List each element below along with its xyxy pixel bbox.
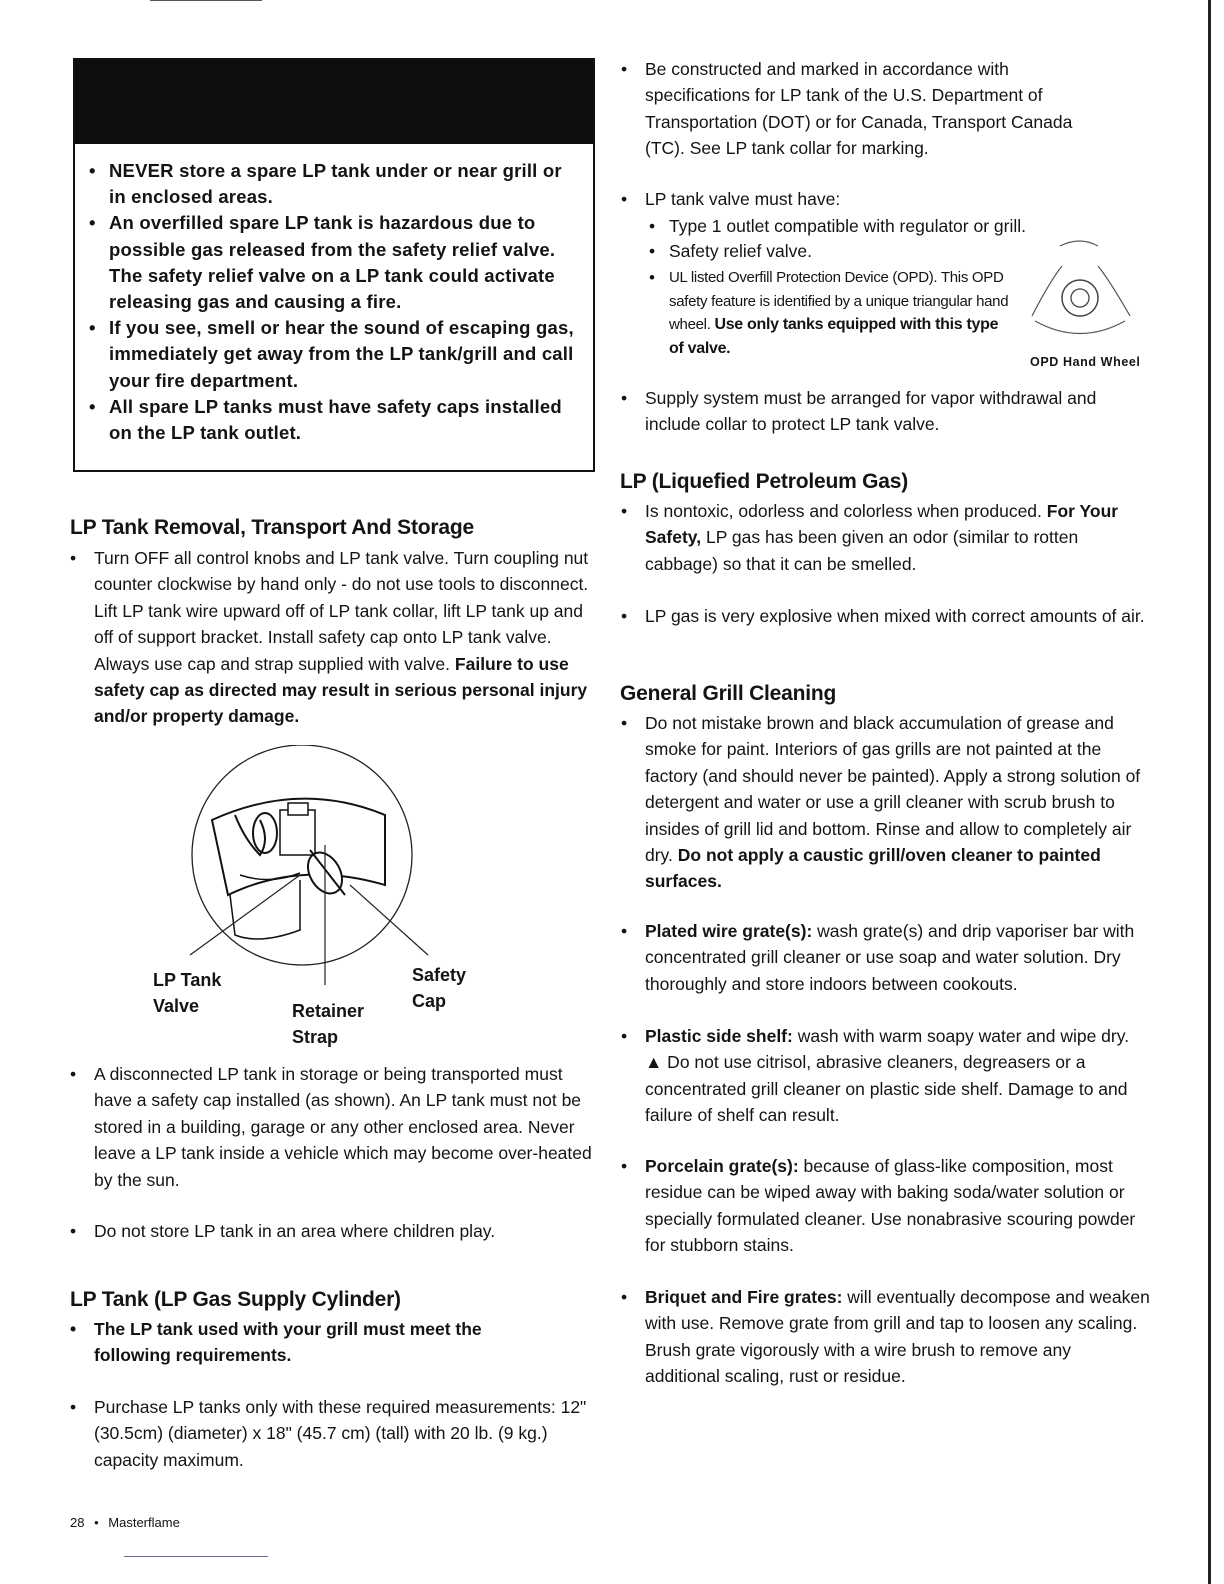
cleaning-item-plastic <box>621 1023 1150 1129</box>
plastic-label: Plastic side shelf: <box>645 1026 793 1046</box>
bullet: • <box>649 216 656 236</box>
warning-list <box>75 158 593 446</box>
page-edge <box>1208 0 1211 1584</box>
lpgas-text: LP gas is very explosive when mixed with correct amounts of air. <box>645 606 1145 626</box>
lpgas-item <box>621 498 1150 577</box>
children-text: Do not store LP tank in an area where children play. <box>94 1221 496 1241</box>
warning-header-bar <box>75 60 593 144</box>
supply-paragraph <box>621 385 1145 438</box>
lpgas-item <box>621 603 1150 629</box>
bullet: • <box>621 1026 628 1046</box>
removal-text: Turn OFF all control knobs and LP tank valve. Turn coupling nut counter clockwise by hand only - do not use tools to disconnect. Lift LP tank wire upward off of LP tank collar, lift LP tank up and off of support bracket. Install safety cap onto LP tank valve. Always use cap and strap supplied with valve. <box>94 548 589 674</box>
valve-item-text: Safety relief valve. <box>669 241 812 261</box>
bullet: • <box>621 713 628 733</box>
warning-item: • If you see, smell or hear the sound of escaping gas, immediately get away from the LP tank/grill and call your fire department. <box>83 315 579 394</box>
storage-text: A disconnected LP tank in storage or being transported must have a safety cap installed (as shown). An LP tank must not be stored in a building, garage or any other enclosed area. Never leave a LP tank inside a vehicle which may become over-heated by the sun. <box>94 1064 592 1190</box>
valve-item <box>649 239 1009 264</box>
bullet: • <box>621 606 628 626</box>
removal-warning-text: Failure to use safety cap as directed may result in serious personal injury and/or property damage. <box>94 653 588 727</box>
constructed-paragraph <box>621 56 1115 162</box>
bullet: • <box>70 1319 77 1339</box>
lpgas-heading: LP (Liquefied Petroleum Gas) <box>620 470 909 493</box>
opd-text: UL listed Overfill Protection Device (OPD). This OPD safety feature is identified by a unique triangular hand wheel. <box>669 269 1009 333</box>
bullet: • <box>649 241 656 261</box>
footer-separator: • <box>94 1515 99 1530</box>
warning-item: • NEVER store a spare LP tank under or near grill or in enclosed areas. <box>83 158 579 210</box>
measurements-paragraph <box>70 1394 600 1473</box>
figure-label-strap: Retainer Strap <box>292 1001 365 1047</box>
brand-name: Masterflame <box>108 1515 180 1530</box>
bullet: • <box>621 189 628 209</box>
cleaning-text: Do not mistake brown and black accumulation of grease and smoke for paint. Interiors of gas grills are not painted at the factory (and should never be painted). Apply a strong solution of detergent and water or use a grill cleaner with scrub brush to insides of grill lid and bottom. Rinse and allow to completely air dry. <box>645 713 1141 866</box>
porcelain-label: Porcelain grate(s): <box>645 1156 799 1176</box>
warning-item: • An overfilled spare LP tank is hazardous due to possible gas released from the safety relief valve. The safety relief valve on a LP tank could activate releasing gas and causing a fire. <box>83 210 579 315</box>
bullet: • <box>621 388 628 408</box>
page-footer <box>70 1515 180 1530</box>
cylinder-heading: LP Tank (LP Gas Supply Cylinder) <box>70 1288 401 1311</box>
bullet: • <box>621 921 628 941</box>
top-scan-mark <box>150 0 262 1</box>
children-paragraph <box>70 1218 600 1244</box>
valve-intro-text: LP tank valve must have: <box>645 189 841 209</box>
valve-intro <box>621 186 1115 212</box>
opd-caption: OPD Hand Wheel <box>1030 355 1141 369</box>
supply-text: Supply system must be arranged for vapor withdrawal and include collar to protect LP tank valve. <box>645 388 1097 435</box>
figure-label-cap: Safety Cap <box>412 965 467 1011</box>
bullet: • <box>621 501 628 521</box>
plastic-text: wash with warm soapy water and wipe dry. ▲ Do not use citrisol, abrasive cleaners, degreasers or a concentrated grill cleaner on plastic side shelf. Damage to and failure of shelf can result. <box>645 1026 1130 1126</box>
figure-label-valve: LP Tank Valve <box>153 970 222 1016</box>
plated-text: wash grate(s) and drip vaporiser bar with concentrated grill cleaner or use soap and water solution. Dry thoroughly and store indoors between cookouts. <box>645 921 1135 994</box>
bullet: • <box>70 1221 77 1241</box>
lpgas-text: LP gas has been given an odor (similar to rotten cabbage) so that it can be smelled. <box>645 527 1079 574</box>
cleaning-item-plated <box>621 918 1150 997</box>
bullet: • <box>649 268 655 287</box>
bullet: • <box>70 1397 77 1417</box>
bullet: • <box>621 59 628 79</box>
opd-item <box>649 266 1009 360</box>
constructed-text: Be constructed and marked in accordance with specifications for LP tank of the U.S. Department of Transportation (DOT) or for Canada, Transport Canada (TC). See LP tank collar for marking. <box>645 59 1073 159</box>
bullet: • <box>70 548 77 568</box>
opd-hand-wheel-icon <box>1010 226 1150 356</box>
cleaning-item-porcelain <box>621 1153 1150 1259</box>
bullet: • <box>621 1156 628 1176</box>
briquet-label: Briquet and Fire grates: <box>645 1287 843 1307</box>
opd-warning-text: Use only tanks equipped with this type of valve. <box>669 316 999 357</box>
storage-paragraph <box>70 1061 600 1193</box>
removal-paragraph <box>70 545 600 730</box>
cleaning-item <box>621 710 1150 895</box>
briquet-text: will eventually decompose and weaken with use. Remove grate from grill and tap to loosen any scaling. Brush grate vigorously with a wire brush to remove any additional scaling, rust or residue. <box>645 1287 1150 1387</box>
lpgas-safety-label: For Your Safety, <box>645 501 1119 548</box>
footer-rule <box>124 1556 268 1557</box>
warning-item: • All spare LP tanks must have safety caps installed on the LP tank outlet. <box>83 394 579 446</box>
removal-heading: LP Tank Removal, Transport And Storage <box>70 516 474 539</box>
bullet: • <box>621 1287 628 1307</box>
requirements-text: The LP tank used with your grill must meet the following requirements. <box>94 1319 482 1366</box>
valve-item-text: Type 1 outlet compatible with regulator or grill. <box>669 216 1026 236</box>
lpgas-text: Is nontoxic, odorless and colorless when produced. <box>645 501 1042 521</box>
warning-box <box>73 58 595 472</box>
page-number: 28 <box>70 1515 85 1530</box>
measurements-text: Purchase LP tanks only with these required measurements: 12" (30.5cm) (diameter) x 18" (45.7 cm) (tall) with 20 lb. (9 kg.) capacity maximum. <box>94 1397 587 1470</box>
cleaning-item-briquet <box>621 1284 1150 1390</box>
cleaning-warning-text: Do not apply a caustic grill/oven cleaner to painted surfaces. <box>645 845 1101 892</box>
requirements-paragraph <box>70 1316 524 1369</box>
bullet: • <box>70 1064 77 1084</box>
cleaning-heading: General Grill Cleaning <box>620 682 837 705</box>
porcelain-text: because of glass-like composition, most residue can be wiped away with baking soda/water solution or specially formulated cleaner. Use nonabrasive scouring powder for stubborn stains. <box>645 1156 1136 1256</box>
plated-label: Plated wire grate(s): <box>645 921 813 941</box>
